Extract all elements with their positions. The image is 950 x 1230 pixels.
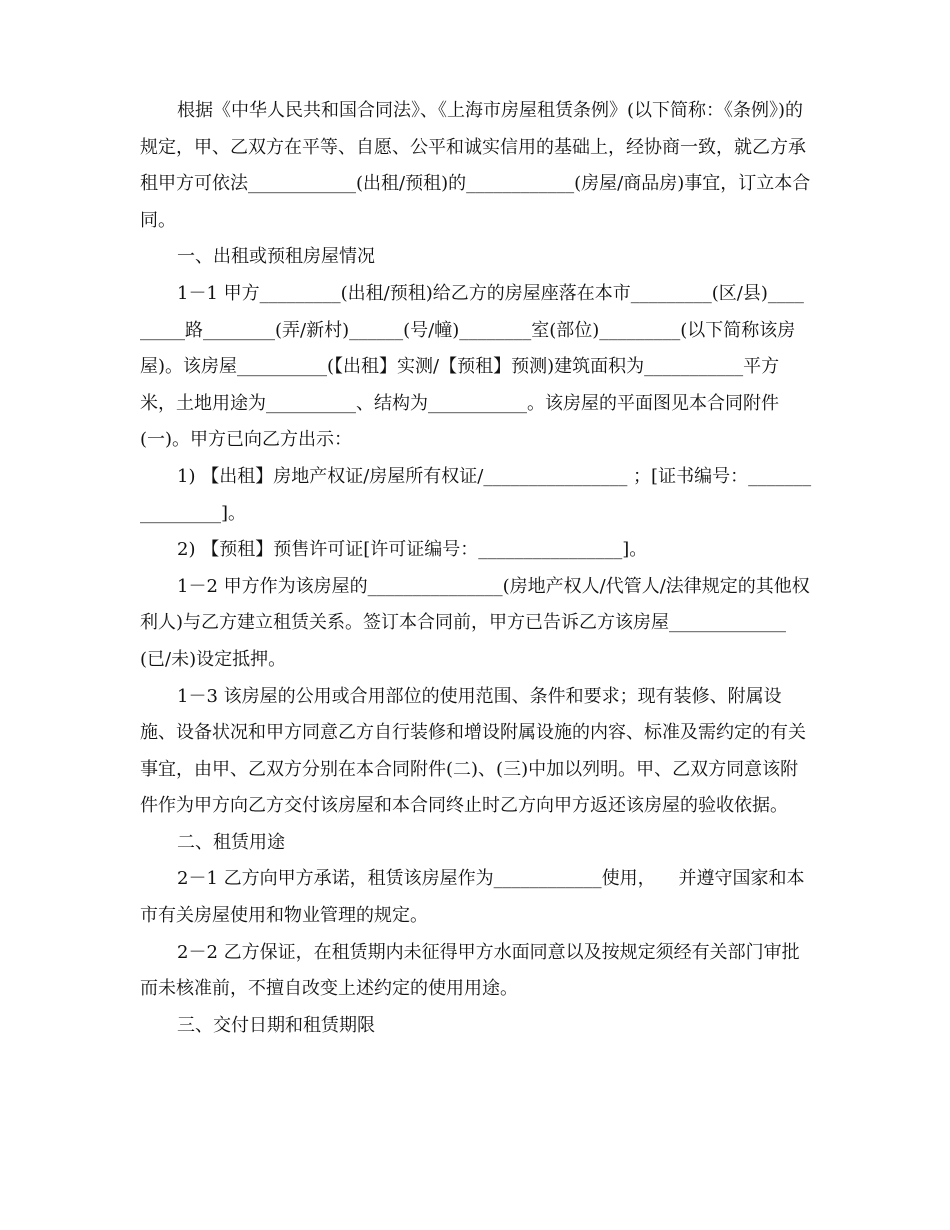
document-body (140, 93, 812, 1044)
section-heading-3: 三、交付日期和租赁期限 (177, 1014, 375, 1036)
clause-1-2: 1－2 甲方作为该房屋的_______________(房地产权人/代管人/法律规定的其他权利人)与乙方建立租赁关系。签订本合同前，甲方已告诉乙方该房屋_____________(已/未)设定抵押。 (140, 575, 810, 670)
intro-paragraph: 根据《中华人民共和国合同法》、《上海市房屋租赁条例》(以下简称：《条例》)的规定，甲、乙双方在平等、自愿、公平和诚实信用的基础上，经协商一致，就乙方承租甲方可依法____________(出租/预租)的____________(房屋/商品房)事宜，订立本合同。 (140, 100, 811, 231)
clause-1-3: 1－3 该房屋的公用或合用部位的使用范围、条件和要求；现有装修、附属设施、设备状况和甲方同意乙方自行装修和增设附属设施的内容、标准及需约定的有关事宜，由甲、乙双方分别在本合同附件(二)、(三)中加以列明。甲、乙双方同意该附件作为甲方向乙方交付该房屋和本合同终止时乙方向甲方返还该房屋的验收依据。 (140, 685, 806, 817)
clause-2-2: 2－2 乙方保证，在租赁期内未征得甲方水面同意以及按规定须经有关部门审批而未核准前，不擅自改变上述约定的使用用途。 (140, 941, 800, 1000)
section-heading-1: 一、出租或预租房屋情况 (177, 246, 375, 268)
clause-1-1: 1－1 甲方_________(出租/预租)给乙方的房屋座落在本市_________(区/县)_________路________(弄/新村)______(号/幢)________室(部位)_________(以下简称该房屋)。该房屋__________(【出租】实测/【预租】预测)建筑面积为___________平方米，土地用途为__________、结构为___________。该房屋的平面图见本合同附件(一)。甲方已向乙方出示： (140, 282, 804, 451)
list-item-2: 2) 【预租】预售许可证[许可证编号：________________]。 (177, 539, 648, 561)
section-heading-2: 二、租赁用途 (177, 831, 285, 853)
list-item-1: 1) 【出租】房地产权证/房屋所有权证/________________ ；[证书编号：________________]。 (140, 465, 812, 524)
clause-2-1: 2－1 乙方向甲方承诺，租赁该房屋作为____________使用， 并遵守国家和本市有关房屋使用和物业管理的规定。 (140, 868, 805, 927)
